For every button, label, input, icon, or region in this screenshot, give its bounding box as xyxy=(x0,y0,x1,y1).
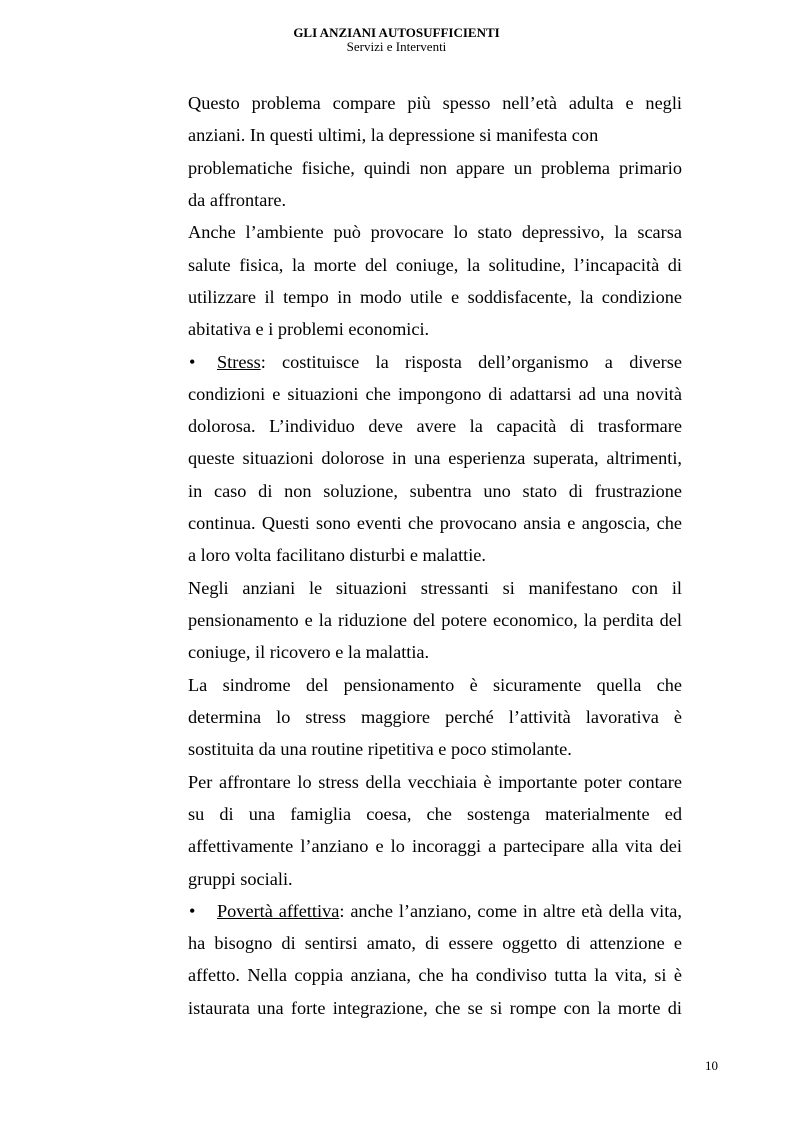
bullet-icon: • xyxy=(189,900,196,921)
text-line: istaurata una forte integrazione, che se si rompe con la morte di xyxy=(188,997,682,1018)
text-line: salute fisica, la morte del coniuge, la solitudine, l’incapacità di xyxy=(188,254,682,275)
bullet-term-underlined: Stress xyxy=(217,351,261,372)
text-line: su di una famiglia coesa, che sostenga materialmente ed xyxy=(188,803,682,824)
text-line: : anche l’anziano, come in altre età della vita, xyxy=(339,900,682,921)
bullet-icon: • xyxy=(189,351,196,372)
text-line: : costituisce la risposta dell’organismo a diverse xyxy=(260,351,682,372)
text-line: dolorosa. L’individuo deve avere la capacità di trasformare xyxy=(188,416,682,437)
text-line: gruppi sociali. xyxy=(188,868,293,889)
text-line: Questo problema compare più spesso nell’età adulta e negli xyxy=(188,93,682,113)
text-line: affetto. Nella coppia anziana, che ha condiviso tutta la vita, si è xyxy=(188,965,682,986)
text-line: ha bisogno di sentirsi amato, di essere oggetto di attenzione e xyxy=(188,933,682,954)
text-line: Anche l’ambiente può provocare lo stato depressivo, la scarsa xyxy=(188,222,682,243)
text-line: determina lo stress maggiore perché l’attività lavorativa è xyxy=(188,706,682,727)
text-line: da affrontare. xyxy=(188,189,287,210)
text-line: La sindrome del pensionamento è sicuramente quella che xyxy=(188,674,682,695)
text-line: affettivamente l’anziano e lo incoraggi a partecipare alla vita dei xyxy=(188,836,682,857)
text-line: condizioni e situazioni che impongono di adattarsi ad una novità xyxy=(188,383,682,404)
bullet-term-underlined: Povertà affettiva xyxy=(217,900,340,921)
text-line: coniuge, il ricovero e la malattia. xyxy=(188,642,430,663)
text-line: in caso di non soluzione, subentra uno stato di frustrazione xyxy=(188,480,682,501)
page-number: 10 xyxy=(705,1058,718,1073)
bullet-item-stress xyxy=(188,346,682,378)
text-line: sostituita da una routine ripetitiva e poco stimolante. xyxy=(188,739,572,760)
text-line: Negli anziani le situazioni stressanti si manifestano con il xyxy=(188,577,682,598)
text-line: continua. Questi sono eventi che provocano ansia e angoscia, che xyxy=(188,513,682,534)
text-line: utilizzare il tempo in modo utile e soddisfacente, la condizione xyxy=(188,286,682,307)
running-header-title: GLI ANZIANI AUTOSUFFICIENTI xyxy=(293,25,500,40)
text-line: problematiche fisiche, quindi non appare un problema primario xyxy=(188,157,682,178)
text-line: anziani. In questi ultimi, la depressione si manifesta con xyxy=(188,125,599,146)
bullet-item-poverta-affettiva xyxy=(188,895,682,927)
text-line: a loro volta facilitano disturbi e malattie. xyxy=(188,545,486,566)
body-text xyxy=(188,87,682,1024)
text-line: Per affrontare lo stress della vecchiaia è importante poter contare xyxy=(188,771,682,792)
text-line: pensionamento e la riduzione del potere economico, la perdita del xyxy=(188,610,682,630)
running-header-subtitle: Servizi e Interventi xyxy=(346,39,447,54)
text-line: abitativa e i problemi economici. xyxy=(188,319,430,340)
text-line: queste situazioni dolorose in una esperienza superata, altrimenti, xyxy=(188,448,682,469)
